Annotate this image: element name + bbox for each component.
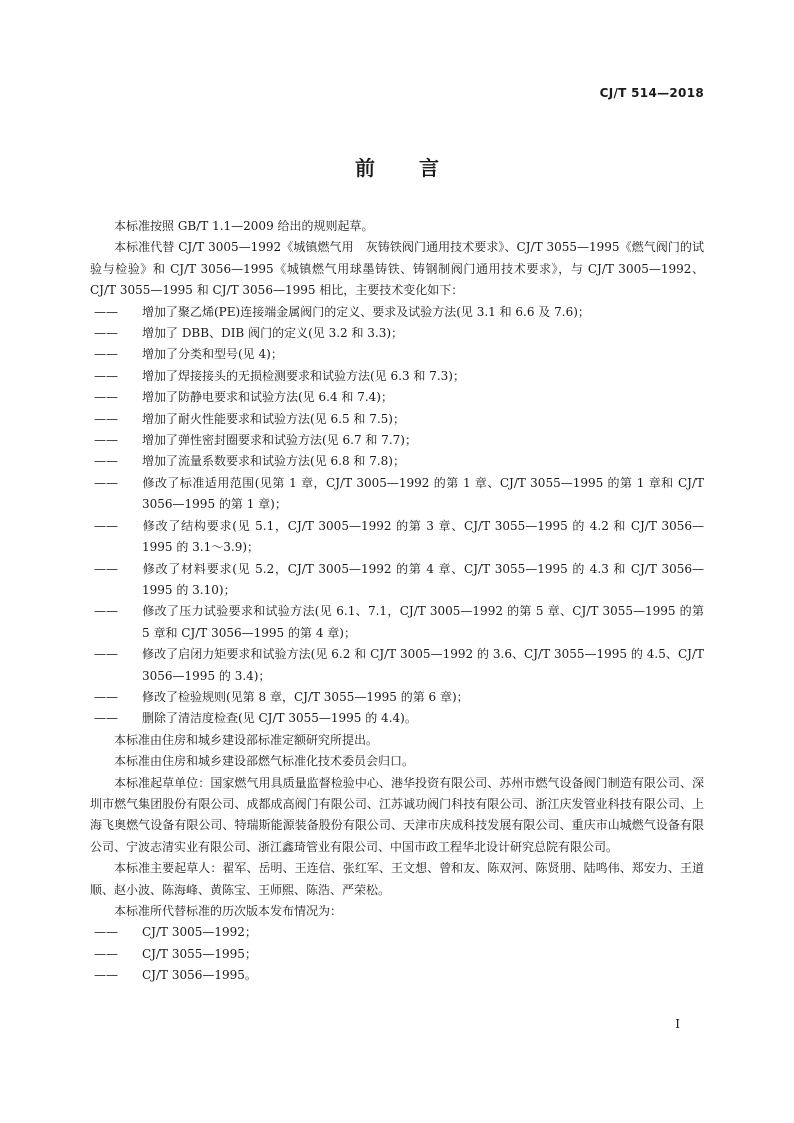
change-item: —— 增加了焊接接头的无损检测要求和试验方法(见 6.3 和 7.3)； [94,368,465,383]
change-item: —— 增加了耐火性能要求和试验方法(见 6.5 和 7.5)； [94,411,405,426]
drafters-paragraph: 本标准主要起草人：翟军、岳明、王连信、张红军、王文想、曾和友、陈双河、陈贤朋、陆鸣伟、郑安力、王道顺、赵小波、陈海峰、黄陈宝、王师熙、陈浩、严荣松。 [90,861,704,897]
change-item: —— 修改了标准适用范围(见第 1 章，CJ/T 3005—1992 的第 1 章、CJ/T 3055—1995 的第 1 章和 CJ/T 3056—1995 的第 1 章)； [94,475,704,512]
standard-code: CJ/T 514—2018 [599,86,704,100]
intro-paragraph: 本标准按照 GB/T 1.1—2009 给出的规则起草。 [114,219,374,233]
drafting-units-paragraph: 本标准起草单位：国家燃气用具质量监督检验中心、港华投资有限公司、苏州市燃气设备阀门制造有限公司、深圳市燃气集团股份有限公司、成都成高阀门有限公司、江苏诚功阀门科技有限公司、浙江庆发管业科技有限公司、上海飞奥燃气设备有限公司、特瑞斯能源装备股份有限公司、天津市庆成科技发展有限公司、重庆市山城燃气设备有限公司、宁波志清实业有限公司、浙江鑫琦管业有限公司、中国市政工程华北设计研究总院有限公司。 [90,775,704,854]
change-item: —— 修改了检验规则(见第 8 章，CJ/T 3055—1995 的第 6 章)； [94,689,469,704]
intro-paragraph: 本标准代替 CJ/T 3005—1992《城镇燃气用 灰铸铁阀门通用技术要求》、CJ/T 3055—1995《燃气阀门的试验与检验》和 CJ/T 3056—1995《城镇燃气用球墨铸铁、铸钢制阀门通用技术要求》，与 CJ/T 3005—1992、CJ/T 3055—1995 和 CJ/T 3056—1995 相比，主要技术变化如下： [90,240,704,298]
change-item: —— 修改了结构要求(见 5.1，CJ/T 3005—1992 的第 3 章、CJ/T 3055—1995 的 4.2 和 CJ/T 3056—1995 的 3.1～3.9)； [94,518,704,555]
page-number: I [675,1017,680,1031]
change-item: —— 增加了流量系数要求和试验方法(见 6.8 和 7.8)； [94,454,405,469]
change-item: —— 增加了分类和型号(见 4)； [94,347,283,362]
history-intro-paragraph: 本标准所代替标准的历次版本发布情况为： [114,904,343,918]
history-item: —— CJ/T 3056—1995。 [94,968,257,983]
change-item: —— 删除了清洁度检查(见 CJ/T 3055—1995 的 4.4)。 [94,711,417,726]
change-item: —— 修改了压力试验要求和试验方法(见 6.1、7.1，CJ/T 3005—1992 的第 5 章、CJ/T 3055—1995 的第 5 章和 CJ/T 3056—1995 的第 4 章)； [94,604,704,640]
body-paragraph: 本标准由住房和城乡建设部燃气标准化技术委员会归口。 [114,754,415,769]
changes-list [94,302,704,730]
body-paragraph: 本标准由住房和城乡建设部标准定额研究所提出。 [114,732,379,747]
change-item: —— 增加了防静电要求和试验方法(见 6.4 和 7.4)； [94,390,393,405]
change-item: —— 增加了 DBB、DIB 阀门的定义(见 3.2 和 3.3)； [94,326,404,341]
change-item: —— 修改了材料要求(见 5.2，CJ/T 3005—1992 的第 4 章、CJ/T 3055—1995 的 4.3 和 CJ/T 3056—1995 的 3.10)； [94,561,704,597]
history-item: —— CJ/T 3005—1992； [94,925,257,940]
change-item: —— 增加了弹性密封圈要求和试验方法(见 6.7 和 7.7)； [94,433,417,448]
change-item: —— 增加了聚乙烯(PE)连接端金属阀门的定义、要求及试验方法(见 3.1 和 6.6 及 7.6)； [94,304,590,319]
page-title: 前言 [355,156,483,180]
preface-body [90,216,704,987]
history-list [94,922,704,986]
history-item: —— CJ/T 3055—1995； [94,946,257,961]
change-item: —— 修改了启闭力矩要求和试验方法(见 6.2 和 CJ/T 3005—1992 的 3.6、CJ/T 3055—1995 的 4.5、CJ/T 3056—1995 的 3.4)； [94,647,704,683]
